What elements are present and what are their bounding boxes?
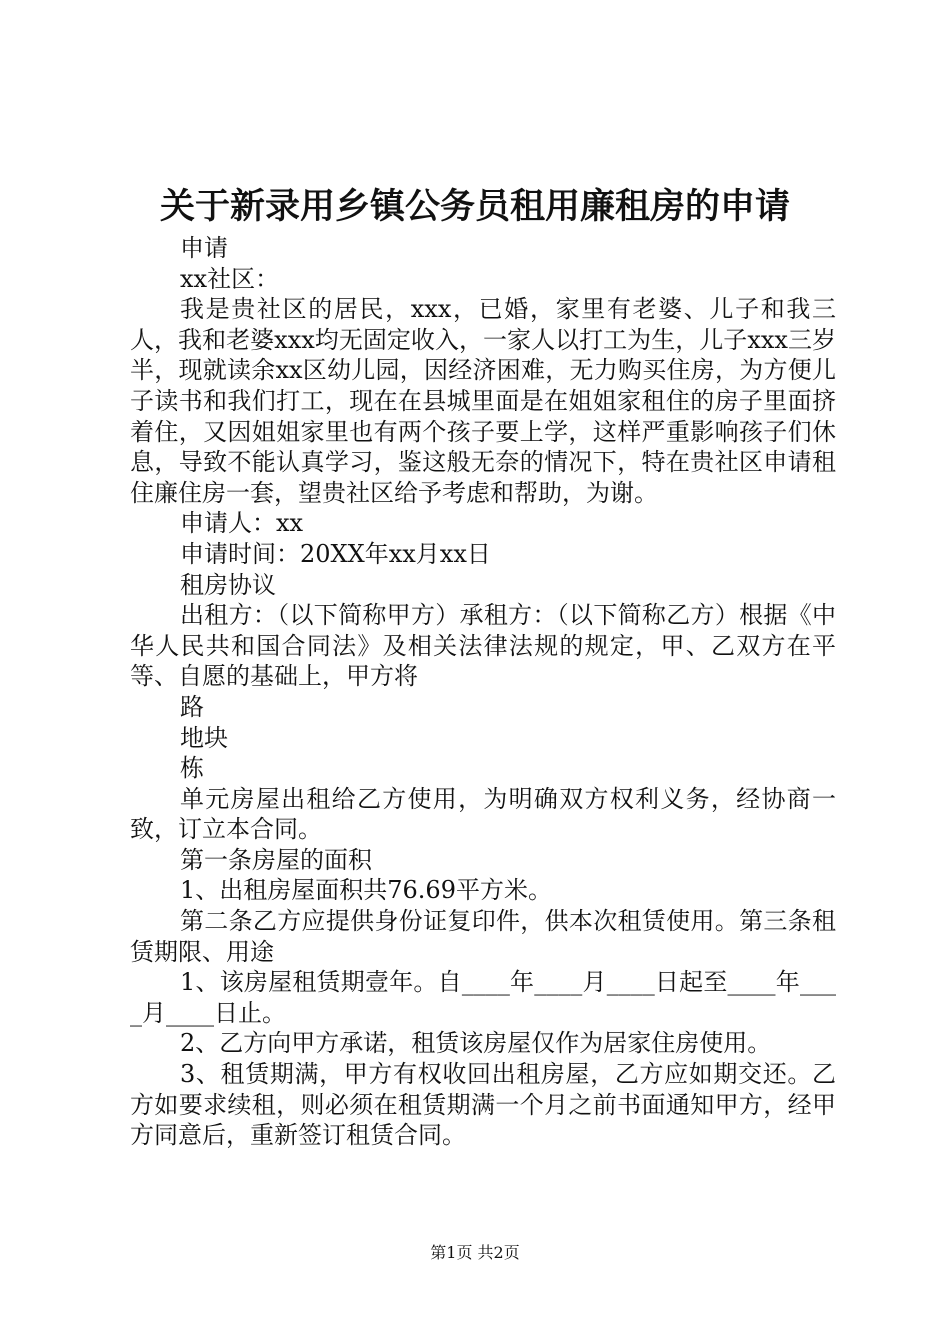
paragraph-lease-term: 1、该房屋租赁期壹年。自____年____月____日起至____年____月____日止。 bbox=[130, 968, 836, 1027]
paragraph-applicant: 申请人：xx bbox=[180, 509, 304, 538]
paragraph-heading-application: 申请 bbox=[180, 234, 228, 262]
paragraph-plot: 地块 bbox=[180, 723, 228, 752]
paragraph-addressee: xx社区： bbox=[180, 264, 280, 293]
paragraph-building: 栋 bbox=[180, 754, 204, 783]
paragraph-agreement-heading: 租房协议 bbox=[180, 570, 276, 599]
paragraph-unit-rental: 单元房屋出租给乙方使用，为明确双方权利义务，经协商一致，订立本合同。 bbox=[130, 784, 836, 844]
paragraph-area: 1、出租房屋面积共76.69平方米。 bbox=[180, 876, 552, 905]
paragraph-expiry: 3、租赁期满，甲方有权收回出租房屋，乙方应如期交还。乙方如要求续租，则必须在租赁期满一个月之前书面通知甲方，经甲方同意后，重新签订租赁合同。 bbox=[130, 1060, 836, 1150]
paragraph-article-two-three: 第二条乙方应提供身份证复印件，供本次租赁使用。第三条租赁期限、用途 bbox=[130, 907, 836, 966]
paragraph-application-body: 我是贵社区的居民，xxx，已婚，家里有老婆、儿子和我三人，我和老婆xxx均无固定收入，一家人以打工为生，儿子xxx三岁半，现就读余xx区幼儿园，因经济困难，无力购买住房，为方便儿子读书和我们打工，现在在县城里面是在姐姐家租住的房子里面挤着住，又因姐姐家里也有两个孩子要上学，这样严重影响孩子们休息，导致不能认真学习，鉴这般无奈的情况下，特在贵社区申请租住廉住房一套，望贵社区给予考虑和帮助，为谢。 bbox=[130, 295, 836, 507]
paragraph-parties: 出租方：（以下简称甲方）承租方：（以下简称乙方）根据《中华人民共和国合同法》及相关法律法规的规定，甲、乙双方在平等、自愿的基础上，甲方将 bbox=[130, 601, 836, 691]
document-body bbox=[130, 233, 836, 1151]
paragraph-article-one: 第一条房屋的面积 bbox=[180, 845, 372, 874]
paragraph-application-date: 申请时间：20XX年xx月xx日 bbox=[180, 539, 491, 568]
page-footer: 第1页 共2页 bbox=[430, 1243, 520, 1262]
document-title: 关于新录用乡镇公务员租用廉租房的申请 bbox=[159, 186, 790, 227]
paragraph-road: 路 bbox=[180, 692, 204, 721]
paragraph-usage: 2、乙方向甲方承诺，租赁该房屋仅作为居家住房使用。 bbox=[180, 1029, 772, 1058]
